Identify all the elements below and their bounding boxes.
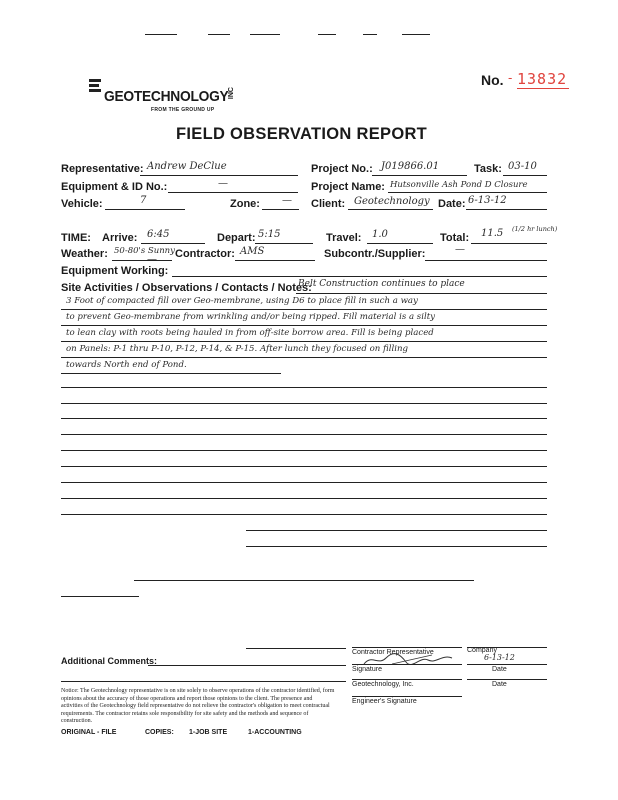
company-label: Company bbox=[467, 647, 497, 654]
scan-artifact-line bbox=[208, 34, 230, 35]
zone-line bbox=[262, 209, 299, 210]
copy-job-site: 1-JOB SITE bbox=[189, 729, 228, 736]
activities-line-1 bbox=[61, 309, 547, 310]
report-number-label: No. bbox=[481, 72, 504, 88]
equipment-working-line bbox=[172, 276, 547, 277]
blank-line bbox=[61, 466, 547, 467]
scan-artifact-line bbox=[145, 34, 177, 35]
blank-line bbox=[61, 403, 547, 404]
weather-line bbox=[112, 260, 172, 261]
date-value: 6-13-12 bbox=[468, 195, 507, 206]
activities-line-0 bbox=[296, 293, 547, 294]
copies-label: COPIES: bbox=[145, 729, 174, 736]
activities-text-3: to lean clay with roots being hauled in from off-site borrow area. Fill is being placed bbox=[66, 328, 434, 338]
vehicle-value: 7 bbox=[140, 195, 147, 206]
vehicle-label: Vehicle: bbox=[61, 198, 103, 210]
activities-text-2: to prevent Geo-membrane from wrinkling and/or being ripped. Fill material is a silty bbox=[66, 312, 436, 322]
depart-value: 5:15 bbox=[258, 229, 281, 240]
blank-line bbox=[61, 514, 547, 515]
depart-line bbox=[255, 243, 313, 244]
zone-label: Zone: bbox=[230, 198, 260, 210]
signature-date-value: 6-13-12 bbox=[484, 653, 515, 662]
notice-text: Notice: The Geotechnology representative is on site solely to observe operations of the contractor identified, form opinions about the accuracy of those operations and report those opinions to the client. The presence and activities of the Geotechnology field representative do not relieve the contractor's obligation to meet contractual requirements. The contractor retains sole responsibility for site safety and the methods and sequence of construction. bbox=[61, 688, 335, 724]
time-label: TIME: bbox=[61, 232, 91, 244]
total-value: 11.5 bbox=[481, 228, 504, 239]
activities-text-5: towards North end of Pond. bbox=[66, 360, 187, 370]
scan-artifact-line bbox=[318, 34, 336, 35]
equipment-label: Equipment & ID No.: bbox=[61, 181, 168, 193]
client-label: Client: bbox=[311, 198, 346, 210]
subcontractor-value: — bbox=[455, 244, 465, 255]
blank-line bbox=[246, 530, 547, 531]
task-line bbox=[503, 175, 547, 176]
logo-suffix: INC bbox=[228, 87, 235, 100]
activities-line-4 bbox=[61, 357, 547, 358]
contractor-rep-line bbox=[352, 647, 462, 648]
geotech-date-label: Date bbox=[492, 681, 507, 688]
blank-line bbox=[61, 450, 547, 451]
scan-artifact-line bbox=[363, 34, 377, 35]
equipment-line bbox=[168, 192, 298, 193]
depart-label: Depart: bbox=[217, 232, 256, 244]
arrive-line bbox=[141, 243, 205, 244]
blank-line bbox=[61, 596, 139, 597]
tagline: FROM THE GROUND UP bbox=[151, 107, 215, 113]
blank-line bbox=[246, 546, 547, 547]
original-file-label: ORIGINAL - FILE bbox=[61, 729, 117, 736]
project-no-value: J019866.01 bbox=[381, 161, 440, 172]
representative-value: Andrew DeClue bbox=[147, 161, 227, 172]
contractor-value: AMS bbox=[240, 246, 265, 257]
blank-line bbox=[61, 387, 547, 388]
activities-line-3 bbox=[61, 341, 547, 342]
engineer-signature-label: Engineer's Signature bbox=[352, 698, 417, 705]
task-label: Task: bbox=[474, 163, 502, 175]
representative-line bbox=[140, 175, 298, 176]
blank-line bbox=[61, 418, 547, 419]
report-number: 13832 bbox=[517, 70, 568, 88]
activities-label: Site Activities / Observations / Contacts / Notes: bbox=[61, 282, 312, 294]
client-value: Geotechnology bbox=[354, 196, 430, 207]
geotech-date-line bbox=[467, 679, 547, 680]
total-note: (1/2 hr lunch) bbox=[512, 225, 558, 233]
date-label: Date: bbox=[438, 198, 466, 210]
weather-label: Weather: bbox=[61, 248, 108, 260]
weather-value: 50-80's Sunny bbox=[114, 246, 175, 256]
blank-line bbox=[61, 482, 547, 483]
signature-line bbox=[352, 664, 462, 665]
activities-line-5 bbox=[61, 373, 281, 374]
copy-accounting: 1-ACCOUNTING bbox=[248, 729, 302, 736]
signature-label: Signature bbox=[352, 666, 382, 673]
total-label: Total: bbox=[440, 232, 470, 244]
project-name-value: Hutsonville Ash Pond D Closure bbox=[390, 180, 528, 190]
client-line bbox=[348, 209, 433, 210]
logo-icon bbox=[89, 79, 101, 93]
activities-text-1: 3 Foot of compacted fill over Geo-membrane, using D6 to place fill in such a way bbox=[66, 296, 418, 306]
representative-label: Representative: bbox=[61, 163, 144, 175]
total-line bbox=[471, 243, 547, 244]
scan-artifact-line bbox=[402, 34, 430, 35]
project-name-label: Project Name: bbox=[311, 181, 385, 193]
travel-value: 1.0 bbox=[372, 229, 388, 240]
travel-line bbox=[367, 243, 433, 244]
report-number-underline bbox=[517, 88, 569, 89]
project-no-label: Project No.: bbox=[311, 163, 373, 175]
activities-text-4: on Panels: P-1 thru P-10, P-12, P-14, & P-15. After lunch they focused on filling bbox=[66, 344, 409, 354]
blank-line bbox=[134, 580, 474, 581]
date-line bbox=[466, 209, 547, 210]
geotech-label: Geotechnology, Inc. bbox=[352, 681, 414, 688]
blank-line bbox=[61, 434, 547, 435]
subcontractor-label: Subcontr./Supplier: bbox=[324, 248, 426, 260]
report-number-dash: - bbox=[508, 70, 513, 85]
scan-artifact-line bbox=[250, 34, 280, 35]
blank-line bbox=[61, 498, 547, 499]
contractor-label: Contractor: bbox=[175, 248, 235, 260]
task-value: 03-10 bbox=[508, 161, 537, 172]
subcontractor-line bbox=[425, 260, 547, 261]
sig-upper-line bbox=[246, 648, 346, 649]
activities-line-2 bbox=[61, 325, 547, 326]
project-no-line bbox=[372, 175, 467, 176]
additional-comments-line-2 bbox=[61, 681, 346, 682]
contractor-line bbox=[235, 260, 315, 261]
geotech-line bbox=[352, 679, 462, 680]
additional-comments-line bbox=[148, 665, 346, 666]
logo-name: GEOTECHNOLOGY bbox=[104, 88, 229, 105]
signature-date-label: Date bbox=[492, 666, 507, 673]
vehicle-line bbox=[105, 209, 185, 210]
arrive-label: Arrive: bbox=[102, 232, 138, 244]
project-name-line bbox=[388, 192, 547, 193]
activities-text-0: Belt Construction continues to place bbox=[298, 279, 465, 289]
zone-value: — bbox=[282, 195, 292, 206]
page-title: FIELD OBSERVATION REPORT bbox=[176, 125, 428, 143]
travel-label: Travel: bbox=[326, 232, 362, 244]
arrive-value: 6:45 bbox=[147, 229, 170, 240]
equipment-value: — bbox=[218, 178, 228, 189]
engineer-line bbox=[352, 696, 462, 697]
equipment-working-value: — bbox=[147, 254, 157, 265]
equipment-working-label: Equipment Working: bbox=[61, 265, 169, 277]
additional-comments-label: Additional Comments: bbox=[61, 656, 157, 666]
contractor-rep-label: Contractor Representative bbox=[352, 649, 434, 656]
signature-date-line bbox=[467, 664, 547, 665]
